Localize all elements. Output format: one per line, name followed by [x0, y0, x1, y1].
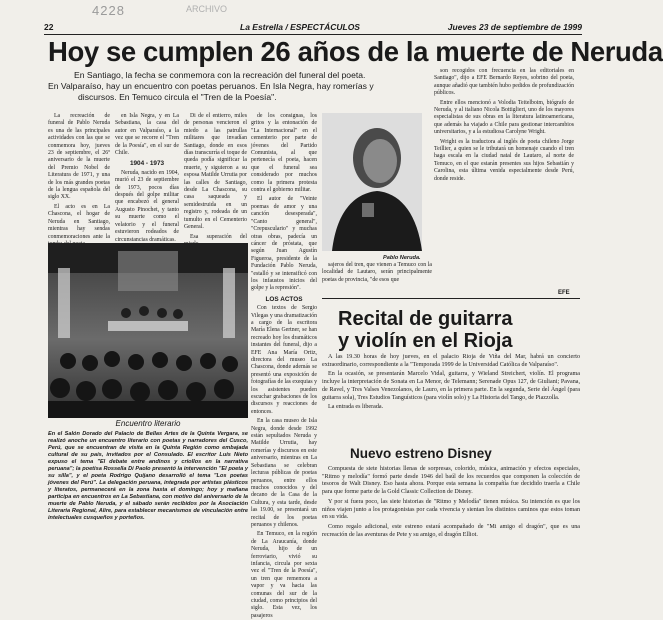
paragraph: de los consignas, los gritos y la entonación de "La Internacional" en el cementerio por parte de jóvenes del Partido Comunista, al que pertenecía el poeta, hacen que el funeral sea considerado por muchos como la primera protesta contra el gobierno militar.: [251, 113, 317, 194]
paragraph: El autor de "Veinte poemas de amor y una canción desesperada", "Canto general", "Crepusculario" y muchas otras obras, padecía un cáncer de próstata, que según Juan Agustín Figueroa, presidente de la Fundación Pablo Neruda, "estalló y se intensificó con los infaustos inicios del golpe y la represión".: [251, 196, 317, 292]
main-deck: [48, 70, 378, 102]
paragraph: La recreación de funeral de Pablo Neruda es una de las principales actividades con las que se conmemora hoy, jueves 23 de septiembre, el 26º aniversario de la muerte del Premio Nobel de Literatura de 1971, y una de los más grandes poetas de la lengua española del siglo XX.: [48, 113, 110, 201]
paragraph: En Temuco, en la región de La Araucanía, donde Neruda, hijo de un ferroviario, vivió su infancia, circula por sexta vez el "Tren de la Poesía", un tren que rememora a vapor y va hacia las comunas del sur de la ciudad, como principios del siglo. Esta vez, los pasajeros: [251, 531, 317, 619]
paragraph: Compuesta de siete historias llenas de sorpresas, colorido, música, animación y efectos especiales, "Ritmo y melodía" formó parte desde 1946 del baúl de los recuerdos que componen la colección de tesoros de Walt Disney. Eso hasta ahora. Porque esta semana la compañía fue decidido traerla a Chile para que forme parte de la Gold Classic Collection de Disney.: [322, 466, 580, 496]
paragraph: Entre ellos mencionó a Volodia Teitelboim, biógrafo de Neruda, y al italiano Nicola Bottiglieri, uno de los mayores especialistas de sus obras en la literatura latinoamericana, que además ha viajado a Chile para gestionar intercambios universitarios, y a la estudiosa Carolyne Wright.: [434, 99, 574, 136]
subhead-actos: LOS ACTOS: [265, 295, 303, 303]
page-number: 22: [44, 22, 54, 32]
paragraph: en Isla Negra, y en La Sebastiana, la casa del autor en Valparaíso, a la vez que se recorre el "Tren de la Poesía", en el sur de Chile.: [115, 113, 179, 157]
archive-stamp-secondary: ARCHIVO: [186, 4, 228, 14]
article-column-3: [184, 113, 247, 240]
archive-stamp: 4228: [92, 3, 125, 18]
photo-caption-title: Encuentro literario: [115, 419, 181, 428]
article-signature: EFE: [558, 290, 570, 296]
paragraph: En la ocasión, se presentarán Marcelo Vidal, guitarra, y Wieland Streichert, violín. El programa incluye la interpretación de Sonata en La Menor, de Telemann; Serenade Opus 127, de Giuliani; Pavana, de Ravel, y Tres Valses Venezolanos, de Lauro, en la primera parte. En la segunda, Serie del Ángel (para guitarra sola), Tres Estudios Tanguísticos (para violín solo) y La Historia del Tango, de Piazzolla.: [322, 371, 580, 401]
article-column-4-continued: [322, 262, 432, 294]
paragraph: Esa superación del: [190, 233, 247, 240]
paragraph: En la casa museo de Isla Negra, donde desde 1992 están sepultados Neruda y Matilde Urrutia, hay romerías y discursos en este aniversario, mientras en La Sebastiana se celebran lecturas públicas de poetas peruanos, entre ellos muchos conocidos y del decano de la Casa de la Cultura, y esta tarde, desde las 19.00, se presentará un recital de los poetas peruanos y chilenos.: [251, 418, 317, 528]
recital-body: [322, 354, 580, 446]
section-divider: [322, 298, 580, 299]
deck-line: discursos. En Temuco circula el "Tren de la Poesía".: [78, 91, 277, 102]
disney-headline: Nuevo estreno Disney: [350, 446, 492, 461]
recital-headline-line: Recital de guitarra: [338, 308, 513, 330]
paragraph: Y por si fuera poco, las siete historias de "Ritmo y Melodía" tienen música. Su intención es que los niños viajen junto a los protagonistas por cada vivencia y sientan los distintos caminos que estos toman en su vida.: [322, 498, 580, 521]
article-column-5: [434, 68, 574, 295]
paragraph: Di de el entierro, miles de personas vencieron el miedo a las patrullas militares que invadían Santiago, donde en esos días transcurría el toque de queda podía significar la muerte, y siguieron a su esposa Matilde Urrutia por las calles de Santiago, desde La Chascona, su casa saqueada y semidestruida en un registro y, rodeada de un tumulto en el Cementerio General.: [184, 113, 247, 231]
issue-date: Jueves 23 de septiembre de 1999: [447, 22, 582, 32]
paragraph: La entrada es liberada.: [328, 404, 384, 411]
paragraph: Con textos de Sergio Vilegas y una dramatización a cargo de la escritora María Elena Gertner, se han recreado hoy los dramáticos instantes del funeral, dijo a EFE Ana María Ortiz, directora del museo La Chascona, donde además se presentó una exposición de fotografías de las exequias y los asistentes pueden escuchar grabaciones de los discursos y reacciones de entonces.: [251, 305, 317, 415]
deck-line: En Valparaíso, hay un encuentro con poetas peruanos. En Isla Negra, hay romerías y: [48, 80, 374, 91]
neruda-portrait-image: [322, 113, 422, 251]
neruda-photo-caption: Pablo Neruda.: [383, 255, 421, 261]
event-photo: [48, 243, 248, 418]
paragraph: A las 19.30 horas de hoy jueves, en el palacio Rioja de Viña del Mar, habrá un concierto extraordinario, correspondiente a la "Temporada 1999 de la Universidad Católica de Valparaíso".: [322, 354, 580, 368]
subhead-years: 1904 - 1973: [129, 160, 165, 168]
neruda-photo: [322, 113, 422, 251]
recital-headline-line: y violín en el Rioja: [338, 330, 513, 352]
paragraph: Wright es la traductora al inglés de poeta chileno Jorge Teillier, a quien se le tributará un homenaje cuando el tren haga escala en la ciudad natal de Lautaro, al norte de Temuco, en el que estarán presentes sus hijos Sebastián y Carolina, esta última venida especialmente desde Perú, donde reside.: [434, 138, 574, 182]
paragraph: Neruda, nacido en 1904, murió el 23 de septiembre de 1973, pocos días después del golpe militar que encabezó el general Augusto Pinochet, y tanto su muerte como el velatorio y el funeral estuvieron rodeados de circunstancias dramáticas.: [115, 169, 179, 243]
paragraph: son recogidos con frecuencia en las editoriales en Santiago", dijo a EFE Bernardo Reyes, sobrino del poeta, aunque añadió que también hubo pedidos de profundización públicos.: [434, 68, 574, 97]
event-photo-image: [48, 243, 248, 418]
main-headline: Hoy se cumplen 26 años de la muerte de Neruda: [48, 36, 663, 67]
disney-body: [322, 466, 580, 576]
article-column-2: [115, 113, 179, 243]
page-header: [44, 20, 582, 35]
deck-line: En Santiago, la fecha se conmemora con la recreación del funeral del poeta.: [74, 70, 366, 80]
paragraph: sajeros del tren, que vienen a Temuco con la localidad de Lautaro, serán principalmente poetas de provincia, "de esos que: [322, 262, 432, 283]
article-column-4: [251, 113, 317, 619]
photo-caption-text: En el Salón Dorado del Palacio de Bellas Artes de la Quinta Vergara, se realizó anoche un encuentro literario con poetas y narradores del Cusco, Perú, que se encuentran de visita en la Quinta Región como embajada cultural de su país, invitados por el Consulado. El escritor Luis Nieto expuso el tema "El debate entre andinos y criollos en la narrativa peruana"; la poetisa Rossella Di Paolo presentó la intervención "El poeta y su silla", y el poeta Rodrigo Quijano desarrolló el tema "Los poetas jóvenes del Perú". La delegación peruana, integrada por artistas plásticos y literatos, permanecerá en la zona hasta el domingo; hoy y mañana participa en encuentros en La Sebastiana, con motivo del aniversario de la muerte de Pablo Neruda, y el sábado serán recibidos por la Asociación Literaria Regional, Alire, para establecer mecanismos de vinculación entre intelectuales cusqueños y porteños.: [48, 431, 248, 521]
paragraph: El acto es en La Chascona, el hogar de Neruda en Santiago, mientras hay sendas conmemoraciones ante la: [48, 203, 110, 240]
paragraph: Como regalo adicional, este estreno estará acompañado de "Mi amigo el dragón", que es una recreación de las aventuras de Pete y su amigo, el dragón Elliot.: [322, 523, 580, 538]
article-column-1: [48, 113, 110, 240]
section-name: La Estrella / ESPECTÁCULOS: [240, 22, 360, 32]
recital-headline: [338, 308, 588, 352]
